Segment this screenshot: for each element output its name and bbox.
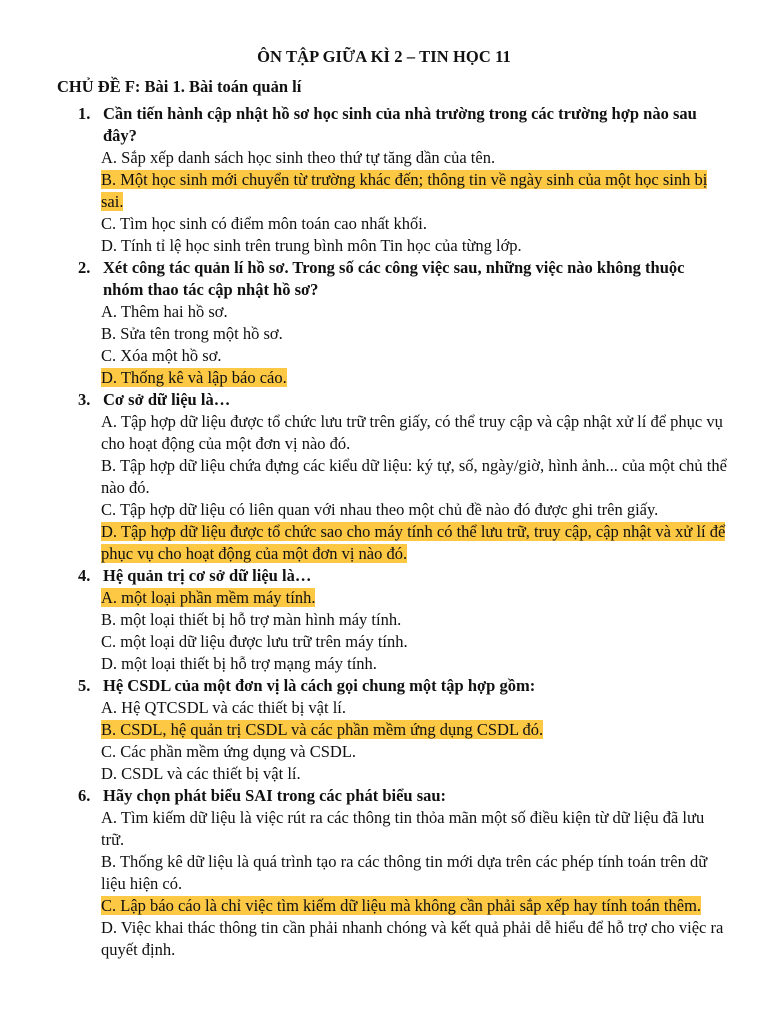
- answer-option-highlighted: [101, 521, 731, 565]
- answer-option: [101, 213, 731, 235]
- question-item: [0, 257, 768, 389]
- topic-heading: CHỦ ĐỀ F: Bài 1. Bài toán quản lí: [57, 77, 302, 96]
- answer-option: [101, 301, 731, 323]
- answer-option: [101, 917, 731, 961]
- document-title: ÔN TẬP GIỮA KÌ 2 – TIN HỌC 11: [257, 47, 511, 66]
- answer-option-text: A. Sắp xếp danh sách học sinh theo thứ tự tăng dần của tên.: [101, 148, 496, 167]
- question-list: [0, 103, 768, 961]
- question-item: [0, 103, 768, 257]
- highlighted-answer-text: C. Lập báo cáo là chỉ việc tìm kiếm dữ liệu mà không cần phải sắp xếp hay tính toán thêm.: [101, 896, 702, 915]
- question-text: Xét công tác quản lí hồ sơ. Trong số các công việc sau, những việc nào không thuộc nhóm thao tác cập nhật hồ sơ?: [103, 258, 685, 299]
- answer-option: [101, 697, 731, 719]
- question-number: 2.: [78, 258, 91, 277]
- answer-option-text: D. Tính tỉ lệ học sinh trên trung bình môn Tin học của từng lớp.: [101, 236, 522, 255]
- highlighted-answer-text: B. CSDL, hệ quản trị CSDL và các phần mềm ứng dụng CSDL đó.: [101, 720, 544, 739]
- answer-option-highlighted: [101, 587, 731, 609]
- question-item: [0, 389, 768, 565]
- answer-option-text: D. Việc khai thác thông tin cần phải nhanh chóng và kết quả phải dễ hiểu để hỗ trợ cho việc ra quyết định.: [101, 918, 724, 959]
- answer-option-text: D. CSDL và các thiết bị vật lí.: [101, 764, 301, 783]
- answer-option-text: C. Tập hợp dữ liệu có liên quan với nhau theo một chủ đề nào đó được ghi trên giấy.: [101, 500, 659, 519]
- answer-option: [101, 631, 731, 653]
- answer-option: [101, 455, 731, 499]
- answer-option: [101, 851, 731, 895]
- answer-option: [101, 235, 731, 257]
- answer-option-text: A. Tập hợp dữ liệu được tổ chức lưu trữ trên giấy, có thể truy cập và cập nhật xử lí để phục vụ cho hoạt động của một đơn vị nào đó.: [101, 412, 723, 453]
- question-text: Cơ sở dữ liệu là…: [103, 390, 231, 409]
- answer-option-highlighted: [101, 895, 731, 917]
- answer-option-text: C. Tìm học sinh có điểm môn toán cao nhất khối.: [101, 214, 427, 233]
- answer-option-text: B. Tập hợp dữ liệu chứa đựng các kiểu dữ liệu: ký tự, số, ngày/giờ, hình ảnh... của một chủ thể nào đó.: [101, 456, 727, 497]
- question-number: 4.: [78, 566, 91, 585]
- answer-option-text: C. Xóa một hồ sơ.: [101, 346, 222, 365]
- question-text: Hệ quản trị cơ sở dữ liệu là…: [103, 566, 312, 585]
- answer-option: [101, 653, 731, 675]
- question-item: [0, 565, 768, 675]
- answer-option: [101, 807, 731, 851]
- answer-option-highlighted: [101, 367, 731, 389]
- answer-option: [101, 323, 731, 345]
- answer-option-text: B. Thống kê dữ liệu là quá trình tạo ra các thông tin mới dựa trên các phép tính toán trên dữ liệu hiện có.: [101, 852, 708, 893]
- answer-option-text: B. một loại thiết bị hỗ trợ màn hình máy tính.: [101, 610, 402, 629]
- question-text: Hãy chọn phát biểu SAI trong các phát biểu sau:: [103, 786, 447, 805]
- question-number: 5.: [78, 676, 91, 695]
- answer-option: [101, 763, 731, 785]
- answer-option: [101, 741, 731, 763]
- answer-option: [101, 147, 731, 169]
- answer-option: [101, 345, 731, 367]
- question-number: 1.: [78, 104, 91, 123]
- answer-option-text: A. Hệ QTCSDL và các thiết bị vật lí.: [101, 698, 346, 717]
- answer-option-text: D. một loại thiết bị hỗ trợ mạng máy tính.: [101, 654, 377, 673]
- answer-option: [101, 609, 731, 631]
- question-item: [0, 675, 768, 785]
- highlighted-answer-text: D. Thống kê và lập báo cáo.: [101, 368, 287, 387]
- answer-option-text: A. Thêm hai hồ sơ.: [101, 302, 228, 321]
- answer-option-text: C. một loại dữ liệu được lưu trữ trên máy tính.: [101, 632, 408, 651]
- answer-option-highlighted: [101, 719, 731, 741]
- highlighted-answer-text: A. một loại phần mềm máy tính.: [101, 588, 316, 607]
- answer-option: [101, 499, 731, 521]
- answer-option-text: C. Các phần mềm ứng dụng và CSDL.: [101, 742, 357, 761]
- question-number: 3.: [78, 390, 91, 409]
- answer-option-text: A. Tìm kiếm dữ liệu là việc rút ra các thông tin thỏa mãn một số điều kiện từ dữ liệu đã lưu trữ.: [101, 808, 705, 849]
- answer-option-highlighted: [101, 169, 731, 213]
- question-number: 6.: [78, 786, 91, 805]
- question-text: Cần tiến hành cập nhật hồ sơ học sinh của nhà trường trong các trường hợp nào sau đây?: [103, 104, 697, 145]
- highlighted-answer-text: B. Một học sinh mới chuyển từ trường khác đến; thông tin về ngày sinh của một học sinh bị sai.: [101, 170, 708, 211]
- answer-option: [101, 411, 731, 455]
- question-text: Hệ CSDL của một đơn vị là cách gọi chung một tập hợp gồm:: [103, 676, 536, 695]
- highlighted-answer-text: D. Tập hợp dữ liệu được tổ chức sao cho máy tính có thể lưu trữ, truy cập, cập nhật và xử lí để phục vụ cho hoạt động của một đơn vị nào đó.: [101, 522, 726, 563]
- answer-option-text: B. Sửa tên trong một hồ sơ.: [101, 324, 283, 343]
- question-item: [0, 785, 768, 961]
